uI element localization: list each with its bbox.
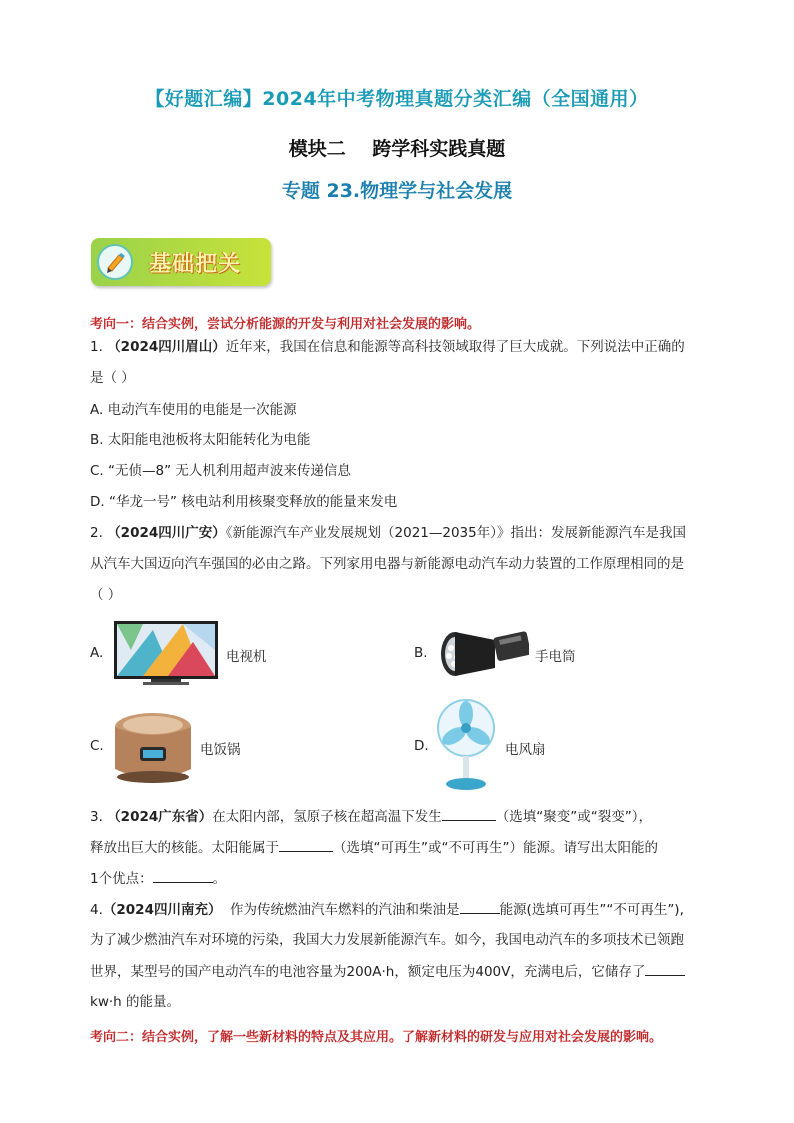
answer-blank-3[interactable]	[153, 868, 213, 883]
tv-icon	[113, 620, 219, 686]
question-source: （2024广东省）	[107, 809, 213, 825]
question-text: 释放出巨大的核能。太阳能属于	[90, 840, 279, 856]
question-number: 2.	[90, 525, 103, 541]
question-number: 4.	[90, 902, 103, 918]
question-4-line-1	[90, 899, 684, 920]
question-text: 世界，某型号的国产电动汽车的电池容量为200A·h，额定电压为400V，充满电后，它储存了	[90, 964, 646, 980]
question-text: 1个优点：	[90, 871, 153, 887]
q2-option-d-name[interactable]: 电风扇	[505, 742, 546, 758]
question-4-line-4: kw·h 的能量。	[90, 994, 180, 1010]
section-heading-1: 考向一：结合实例，尝试分析能源的开发与利用对社会发展的影响。	[90, 317, 481, 332]
q2-option-b-name[interactable]: 手电筒	[535, 649, 576, 665]
q2-option-d-letter[interactable]: D.	[414, 738, 429, 754]
q1-option-c[interactable]: C. “无侦—8” 无人机利用超声波来传递信息	[90, 463, 351, 479]
question-text: 近年来，我国在信息和能源等高科技领域取得了巨大成就。下列说法中正确的	[225, 339, 685, 355]
question-text: 在太阳内部，氢原子核在超高温下发生	[212, 809, 442, 825]
section-heading-2: 考向二：结合实例，了解一些新材料的特点及其应用。了解新材料的研发与应用对社会发展的影响。	[90, 1030, 663, 1045]
q1-option-d[interactable]: D. “华龙一号” 核电站利用核聚变释放的能量来发电	[90, 494, 398, 510]
question-source: （2024四川眉山）	[107, 339, 226, 355]
question-number: 3.	[90, 809, 103, 825]
document-title: 【好题汇编】2024年中考物理真题分类汇编（全国通用）	[145, 88, 649, 110]
question-4-line-2: 为了减少燃油汽车对环境的污染，我国大力发展新能源汽车。如今，我国电动汽车的多项技术已领跑	[90, 932, 684, 948]
question-text: 能源(选填可再生”“不可再生”),	[499, 902, 684, 918]
q2-option-c-name[interactable]: 电饭锅	[200, 742, 241, 758]
question-2-stem-cont2: （ ）	[90, 587, 122, 603]
question-4-line-3	[90, 961, 685, 982]
answer-blank-5[interactable]	[645, 961, 685, 976]
question-text: 作为传统燃油汽车燃料的汽油和柴油是	[221, 902, 460, 918]
question-number: 1.	[90, 339, 103, 355]
q2-option-b-letter[interactable]: B.	[414, 645, 428, 661]
question-2-stem	[90, 523, 686, 543]
question-3-line-3	[90, 868, 226, 889]
q1-option-a[interactable]: A. 电动汽车使用的电能是一次能源	[90, 402, 297, 418]
flashlight-icon	[437, 624, 529, 680]
answer-blank-4[interactable]	[460, 899, 500, 914]
question-text: 《新能源汽车产业发展规划（2021—2035年）》指出：发展新能源汽车是我国	[225, 525, 686, 541]
rice-cooker-icon	[110, 707, 196, 785]
module-title: 模块二 跨学科实践真题	[288, 138, 506, 160]
badge-label: 基础把关	[149, 252, 242, 277]
question-source: （2024四川广安）	[107, 525, 226, 541]
answer-blank-2[interactable]	[279, 837, 333, 852]
question-3-line-2	[90, 837, 658, 858]
pen-icon	[97, 244, 133, 280]
question-text: （选填“可再生”或“不可再生”）能源。请写出太阳能的	[333, 840, 658, 856]
basic-level-badge	[91, 238, 271, 286]
question-source: （2024四川南充）	[102, 902, 222, 918]
answer-blank-1[interactable]	[442, 806, 496, 821]
q2-option-c-letter[interactable]: C.	[90, 738, 104, 754]
question-text: 。	[212, 871, 227, 887]
q1-option-b[interactable]: B. 太阳能电池板将太阳能转化为电能	[90, 432, 311, 448]
question-1-stem	[90, 337, 685, 357]
question-text: （选填“聚变”或“裂变”），	[495, 809, 652, 825]
question-1-stem-cont: 是（ ）	[90, 370, 135, 386]
question-2-stem-cont: 从汽车大国迈向汽车强国的必由之路。下列家用电器与新能源电动汽车动力装置的工作原理相同的是	[90, 556, 684, 572]
question-3-line-1	[90, 806, 652, 827]
electric-fan-icon	[435, 698, 497, 792]
q2-option-a-letter[interactable]: A.	[90, 645, 104, 661]
q2-option-a-name[interactable]: 电视机	[226, 649, 267, 665]
topic-title: 专题 23.物理学与社会发展	[281, 180, 513, 202]
